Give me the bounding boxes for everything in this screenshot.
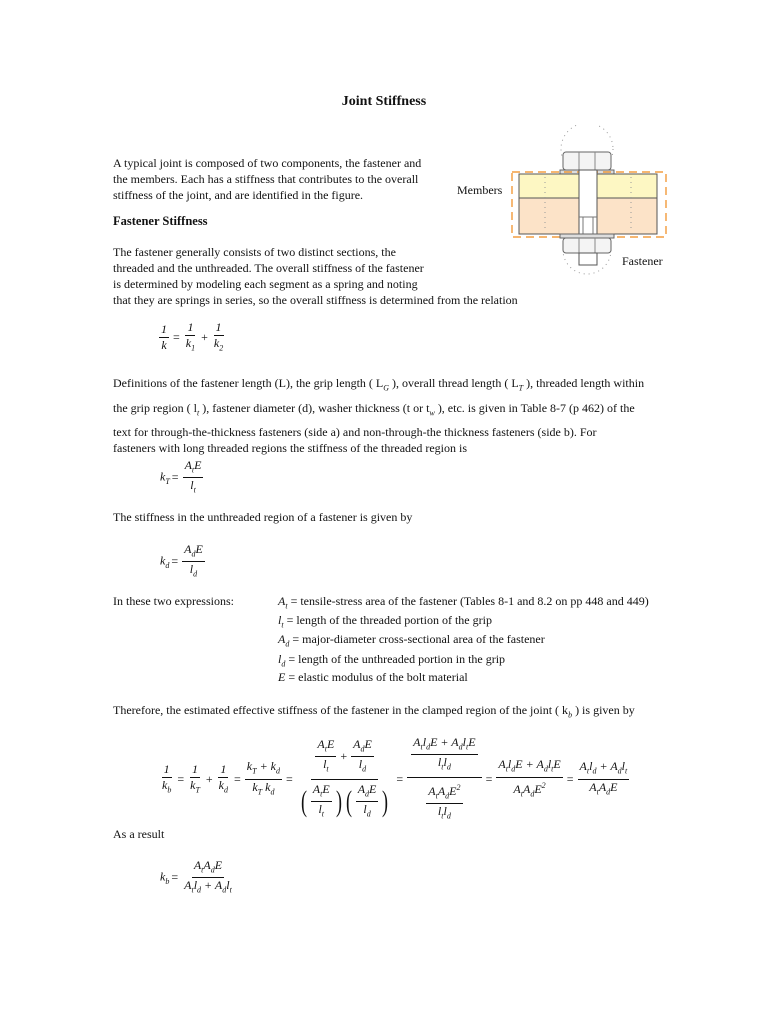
intro-line: stiffness of the joint, and are identified in the figure. [113,188,364,202]
definition-item: $A_t$ = tensile-stress area of the fastener (Tables 8-1 and 8.2 on pp 448 and 449) [278,594,649,611]
as-result-text: As a result [113,827,165,841]
paragraph-line: that they are springs in series, so the overall stiffness is determined from the relation [113,293,518,307]
paragraph-definitions: Definitions of the fastener length (L), the grip length ( $L_G$ ), overall thread length ( $L_T$ ), threaded length within the grip region ( $l_t$ ), fastener diameter (d), washer thickness (t or $t_w$ ), etc. is given in Table 8-7 (p 462) of the text for through-the-thickness fasteners (side a) and non-through-the thickness fasteners (side b). For fasteners with long threaded regions the stiffness of the threaded region is [113,376,645,455]
definition-item: $A_d$ = major-diameter cross-sectional area of the fastener [278,632,545,649]
joint-figure [505,125,670,275]
washer-bottom [560,234,614,238]
paragraph-effective-stiffness: Therefore, the estimated effective stiffness of the fastener in the clamped region of the joint ( $k_b$ ) is given by [113,703,635,720]
intro-line: the members. Each has a stiffness that contributes to the overall [113,172,419,186]
intro-paragraph [113,155,421,203]
equation-kt: $k_T$ = $\frac{A_tE}{l_t}$ [160,458,202,495]
definition-item: $l_t$ = length of the threaded portion of the grip [278,613,492,630]
defs-intro: In these two expressions: [113,594,234,608]
equation-kb-final: $k_b$ = $\frac{A_tA_dE}{A_tl_d + A_dl_t}$ [160,858,232,895]
definition-item: E = elastic modulus of the bolt material [278,670,468,684]
fastener-label: Fastener [622,254,663,268]
bolt-shank [579,170,597,234]
members-label: Members [457,183,503,197]
bolt-head [563,152,611,170]
paragraph-line: threaded and the unthreaded. The overall stiffness of the fastener [113,261,424,275]
equation-kb-derivation: $\frac{1}{k_b}$ = $\frac{1}{k_T}$ + $\frac{1}{k_d}$ = $\frac{k_T + k_d}{k_T k_d}$ = $\frac{A_tE}{l_t}$ + $\frac{A_dE}{l_d}$ ( $\frac{A_tE}{l_t}$ ) ( $\frac{A_dE}{l_d}$ ) = $\frac{\frac{A_tl_dE + A_dl_tE}{l_tl_d}}{\frac{A_tA_dE^2}{l_tl_d}}$ = $\frac{A_tl_dE + A_dl_tE}{A_tA_dE^2}$ = $\frac{A_tl_d + A_dl_t}{A_tA_dE}$ [162,735,628,821]
paragraph-line: The fastener generally consists of two distinct sections, the [113,245,396,259]
paragraph-unthreaded: The stiffness in the unthreaded region of a fastener is given by [113,510,413,524]
intro-line: A typical joint is composed of two components, the fastener and [113,156,422,170]
bolt-tip [579,253,597,265]
section-heading: Fastener Stiffness [113,214,208,228]
definition-item: $l_d$ = length of the unthreaded portion in the grip [278,652,506,669]
equation-kd: $k_d$ = $\frac{A_dE}{l_d}$ [160,542,203,579]
nut [563,238,611,253]
paragraph-fastener [113,244,518,308]
page-title: Joint Stiffness [341,94,427,109]
paragraph-line: is determined by modeling each segment as a spring and noting [113,277,418,291]
equation-series-springs: $\frac{1}{k}$ = $\frac{1}{k_1}$ + $\frac{1}{k_2}$ [161,320,224,353]
